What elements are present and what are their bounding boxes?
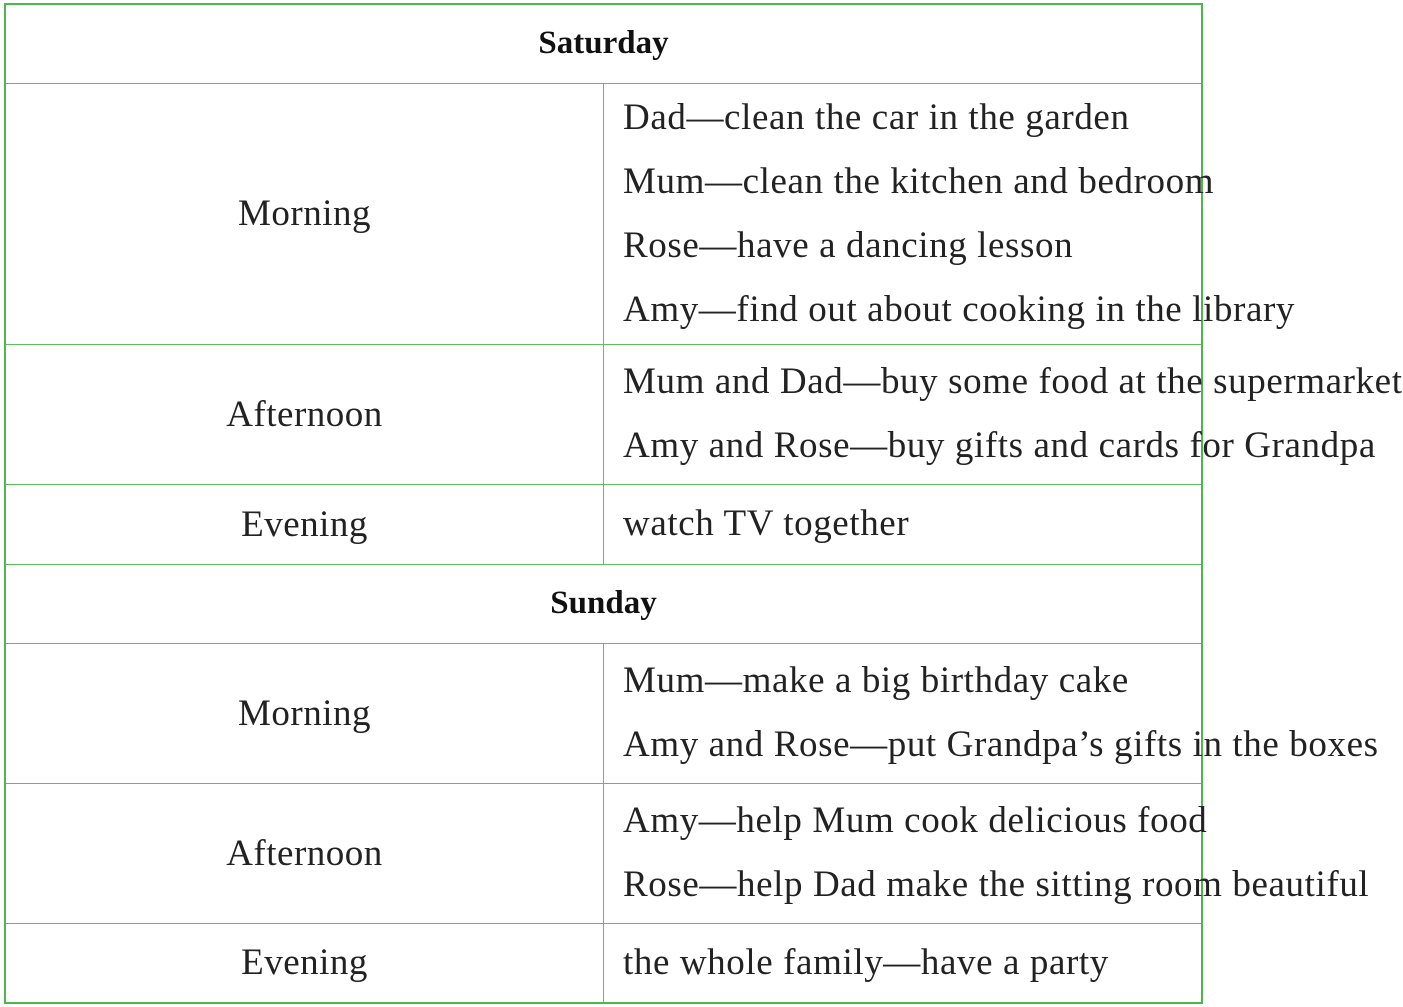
activity-item: Dad—clean the car in the garden: [623, 96, 1130, 138]
activity-item: Mum and Dad—buy some food at the supermarket: [623, 361, 1403, 402]
schedule-row: [5, 83, 1202, 344]
activity-cell: [604, 344, 1403, 484]
schedule-row: [5, 783, 1202, 923]
day-heading-saturday: Saturday: [5, 4, 1202, 83]
day-heading-sunday: Sunday: [5, 564, 1202, 643]
activity-item: Rose—help Dad make the sitting room beautiful: [623, 864, 1370, 905]
activity-cell: [604, 783, 1370, 923]
activity-item: Rose—have a dancing lesson: [623, 224, 1074, 266]
activity-item: Amy and Rose—buy gifts and cards for Grandpa: [623, 425, 1376, 466]
activity-item: the whole family—have a party: [623, 941, 1109, 983]
activity-cell: [604, 923, 1203, 1003]
activity-item: watch TV together: [623, 503, 910, 544]
period-label: Evening: [5, 484, 604, 564]
day-header-row: [5, 4, 1202, 83]
schedule-table: [4, 3, 1403, 1004]
activity-item: Mum—make a big birthday cake: [623, 660, 1129, 701]
schedule-row: [5, 643, 1202, 783]
schedule-row: [5, 344, 1202, 484]
activity-cell: [604, 83, 1295, 344]
period-label: Afternoon: [5, 344, 604, 484]
schedule-row: [5, 923, 1202, 1003]
day-header-row: [5, 564, 1202, 643]
activity-cell: [604, 643, 1379, 783]
schedule-row: [5, 484, 1202, 564]
activity-item: Amy—help Mum cook delicious food: [623, 800, 1208, 841]
period-label: Morning: [5, 643, 604, 783]
period-label: Afternoon: [5, 783, 604, 923]
period-label: Evening: [5, 923, 604, 1003]
activity-item: Amy—find out about cooking in the library: [623, 288, 1295, 330]
activity-cell: [604, 484, 1203, 564]
activity-item: Amy and Rose—put Grandpa’s gifts in the boxes: [623, 724, 1379, 765]
period-label: Morning: [5, 83, 604, 344]
activity-item: Mum—clean the kitchen and bedroom: [623, 160, 1215, 202]
